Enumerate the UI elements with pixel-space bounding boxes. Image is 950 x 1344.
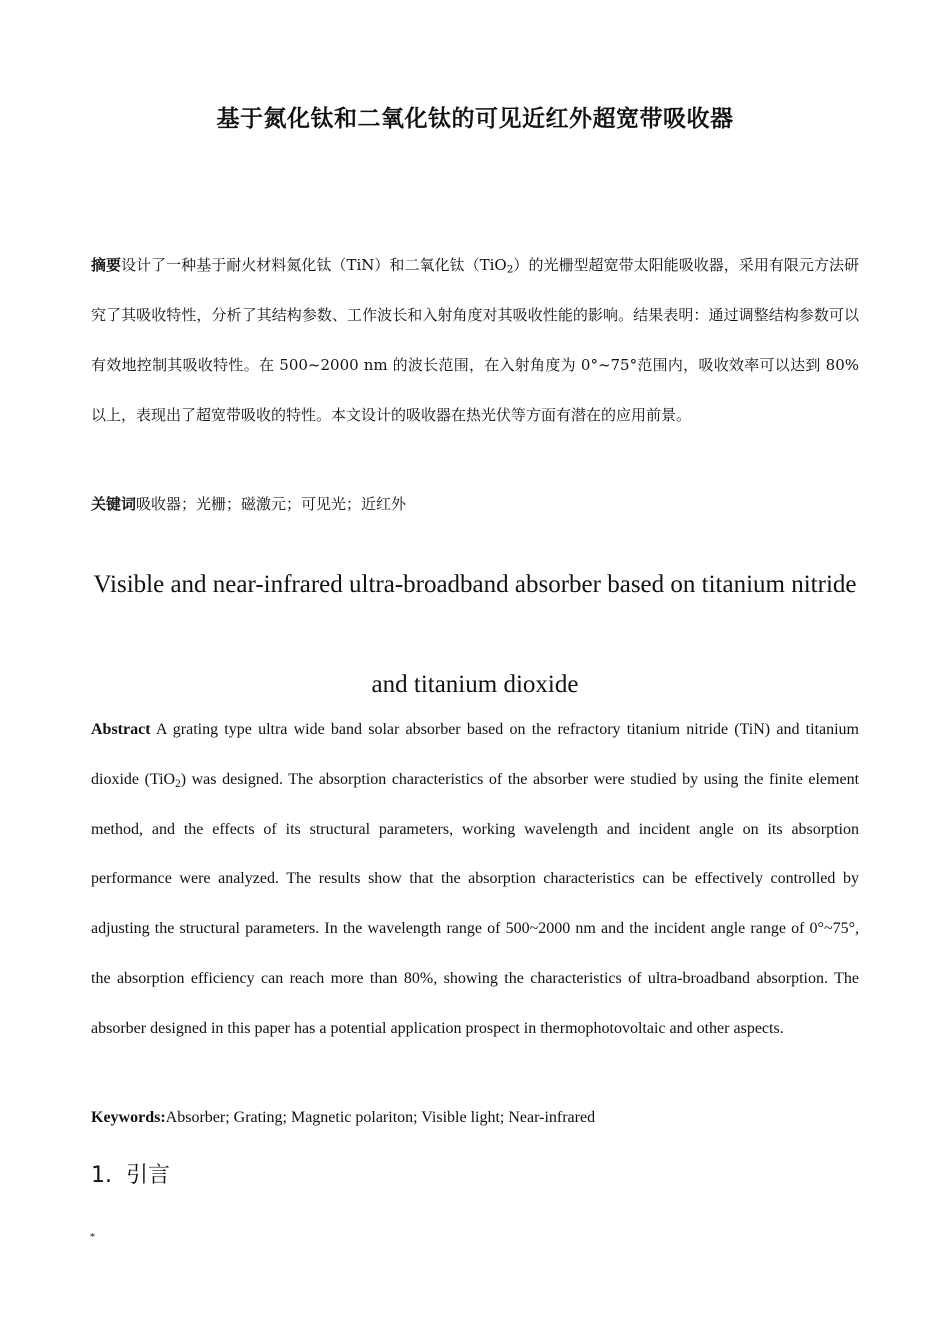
keywords-chinese bbox=[91, 490, 859, 518]
abstract-chinese bbox=[91, 240, 859, 440]
paper-title-english: Visible and near-infrared ultra-broadband absorber based on titanium nitride and titanium dioxide bbox=[93, 571, 857, 698]
keywords-text-english: Absorber; Grating; Magnetic polariton; Visible light; Near-infrared bbox=[165, 1109, 596, 1126]
abstract-label-english: Abstract bbox=[91, 721, 151, 738]
paper-title-chinese: 基于氮化钛和二氧化钛的可见近红外超宽带吸收器 bbox=[216, 106, 734, 132]
abstract-english bbox=[91, 705, 859, 1054]
abstract-text-english-part1: A grating type ultra wide band solar absorber based on the refractory titanium nitride (TiN) and titanium dioxide (TiO bbox=[91, 721, 859, 788]
subscript-2: 2 bbox=[506, 263, 514, 276]
section-title: 引言 bbox=[126, 1163, 171, 1188]
section-heading-introduction bbox=[91, 1158, 170, 1189]
footnote-marker: * bbox=[90, 1232, 95, 1243]
abstract-text-chinese-part2: ）的光栅型超宽带太阳能吸收器，采用有限元方法研究了其吸收特性，分析了其结构参数、工作波长和入射角度对其吸收性能的影响。结果表明：通过调整结构参数可以有效地控制其吸收特性。在 500~2000 nm 的波长范围，在入射角度为 0°~75°范围内，吸收效率可以达到 80%以上，表现出了超宽带吸收的特性。本文设计的吸收器在热光伏等方面有潜在的应用前景。 bbox=[91, 256, 859, 424]
abstract-text-chinese-part1: 设计了一种基于耐火材料氮化钛（TiN）和二氧化钛（TiO bbox=[121, 256, 507, 274]
keywords-english bbox=[91, 1104, 859, 1132]
subscript-2: 2 bbox=[175, 777, 181, 790]
keywords-label-english: Keywords: bbox=[91, 1109, 166, 1126]
section-number: 1. bbox=[91, 1163, 112, 1188]
keywords-text-chinese: 吸收器；光栅；磁激元；可见光；近红外 bbox=[136, 495, 407, 513]
keywords-label-chinese: 关键词 bbox=[91, 495, 137, 513]
abstract-label-chinese: 摘要 bbox=[91, 256, 122, 274]
abstract-text-english-part2: ) was designed. The absorption characteristics of the absorber were studied by using the finite element method, and the effects of its structural parameters, working wavelength and incident angle on its absorption performance were analyzed. The results show that the absorption characteristics can be effectively controlled by adjusting the structural parameters. In the wavelength range of 500~2000 nm and the incident angle range of 0°~75°, the absorption efficiency can reach more than 80%, showing the characteristics of ultra-broadband absorption. The absorber designed in this paper has a potential application prospect in thermophotovoltaic and other aspects. bbox=[91, 770, 860, 1037]
